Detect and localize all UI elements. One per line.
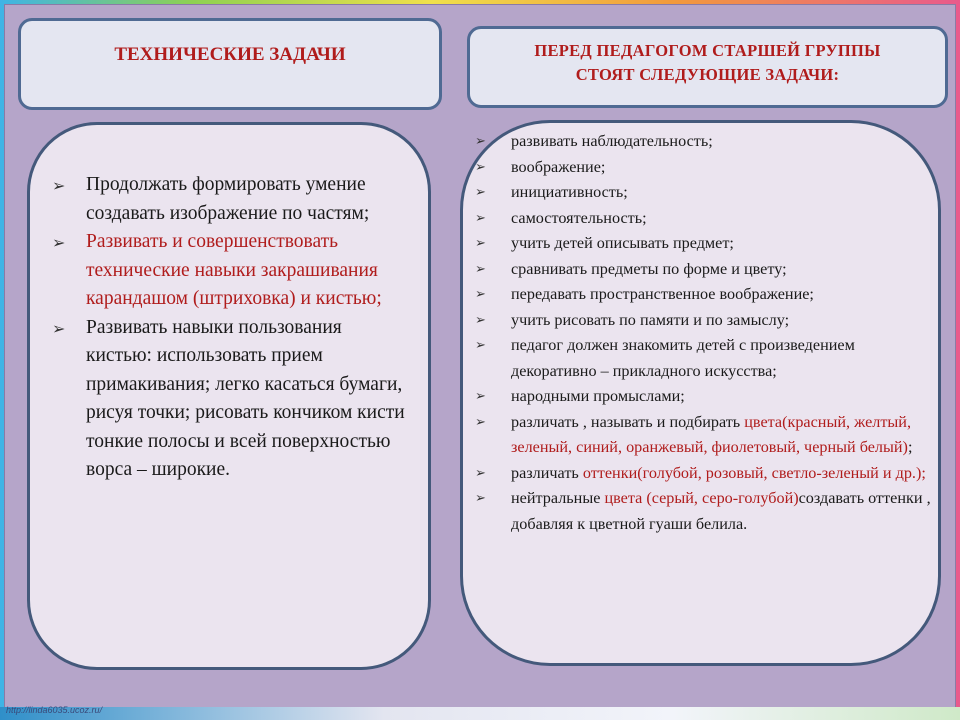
technical-tasks-list [52, 171, 412, 485]
list-item: ➢ инициативность; [471, 180, 931, 206]
arrow-bullet-icon: ➢ [475, 185, 486, 200]
arrow-bullet-icon: ➢ [475, 414, 486, 430]
technical-tasks-box [27, 122, 431, 670]
arrow-bullet-icon: ➢ [475, 491, 486, 506]
technical-tasks-title: ТЕХНИЧЕСКИЕ ЗАДАЧИ [114, 44, 346, 65]
arrow-bullet-icon: ➢ [475, 338, 486, 353]
arrow-bullet-icon: ➢ [475, 236, 486, 251]
list-item: ➢ педагог должен знакомить детей с произведением декоративно – прикладного искусства; [471, 333, 931, 384]
arrow-bullet-icon: ➢ [475, 159, 486, 175]
list-item: ➢ учить рисовать по памяти и по замыслу; [471, 308, 931, 334]
list-item: ➢ Развивать навыки пользования кистью: использовать прием примакивания; легко касаться бумаги, рисуя точки; рисовать кончиком кисти тонкие полосы и всей поверхностью ворса – широкие. [52, 316, 405, 480]
list-item: ➢ передавать пространственное воображение; [471, 282, 931, 308]
arrow-bullet-icon: ➢ [475, 210, 486, 226]
list-item: ➢ самостоятельность; [471, 206, 931, 232]
list-item: ➢ нейтральные цвета (серый, серо-голубой)создавать оттенки , добавляя к цветной гуаши белила. [471, 486, 931, 537]
arrow-bullet-icon: ➢ [475, 465, 486, 481]
arrow-bullet-icon: ➢ [475, 261, 486, 277]
list-item: ➢ Продолжать формировать умение создавать изображение по частям; [52, 174, 370, 224]
senior-group-title-line2: СТОЯТ СЛЕДУЮЩИЕ ЗАДАЧИ: [575, 65, 840, 84]
list-item: ➢ воображение; [471, 155, 931, 181]
arrow-bullet-icon: ➢ [52, 176, 66, 195]
list-item: ➢ народными промыслами; [471, 384, 931, 410]
arrow-bullet-icon: ➢ [475, 134, 486, 149]
senior-group-tasks-list [475, 129, 931, 537]
list-item: ➢ Развивать и совершенствовать технические навыки закрашивания карандашом (штриховка) и кистью; [52, 231, 382, 309]
list-item: ➢ различать оттенки(голубой, розовый, светло-зеленый и др.); [471, 461, 931, 487]
list-item: ➢ сравнивать предметы по форме и цвету; [471, 257, 931, 283]
arrow-bullet-icon: ➢ [52, 318, 66, 338]
bottom-strip [0, 707, 960, 720]
list-item: ➢ развивать наблюдательность; [471, 129, 931, 155]
technical-tasks-header [18, 18, 442, 110]
list-item: ➢ различать , называть и подбирать цвета(красный, желтый, зеленый, синий, оранжевый, фиолетовый, черный белый); [471, 410, 931, 461]
arrow-bullet-icon: ➢ [52, 233, 66, 252]
arrow-bullet-icon: ➢ [475, 389, 486, 404]
arrow-bullet-icon: ➢ [475, 287, 486, 302]
footer-url: http://linda6035.ucoz.ru/ [6, 705, 103, 715]
list-item: ➢ учить детей описывать предмет; [471, 231, 931, 257]
senior-group-header [467, 26, 948, 108]
senior-group-tasks-box [460, 120, 941, 666]
senior-group-title-line1: ПЕРЕД ПЕДАГОГОМ СТАРШЕЙ ГРУППЫ [534, 41, 881, 60]
arrow-bullet-icon: ➢ [475, 312, 486, 328]
